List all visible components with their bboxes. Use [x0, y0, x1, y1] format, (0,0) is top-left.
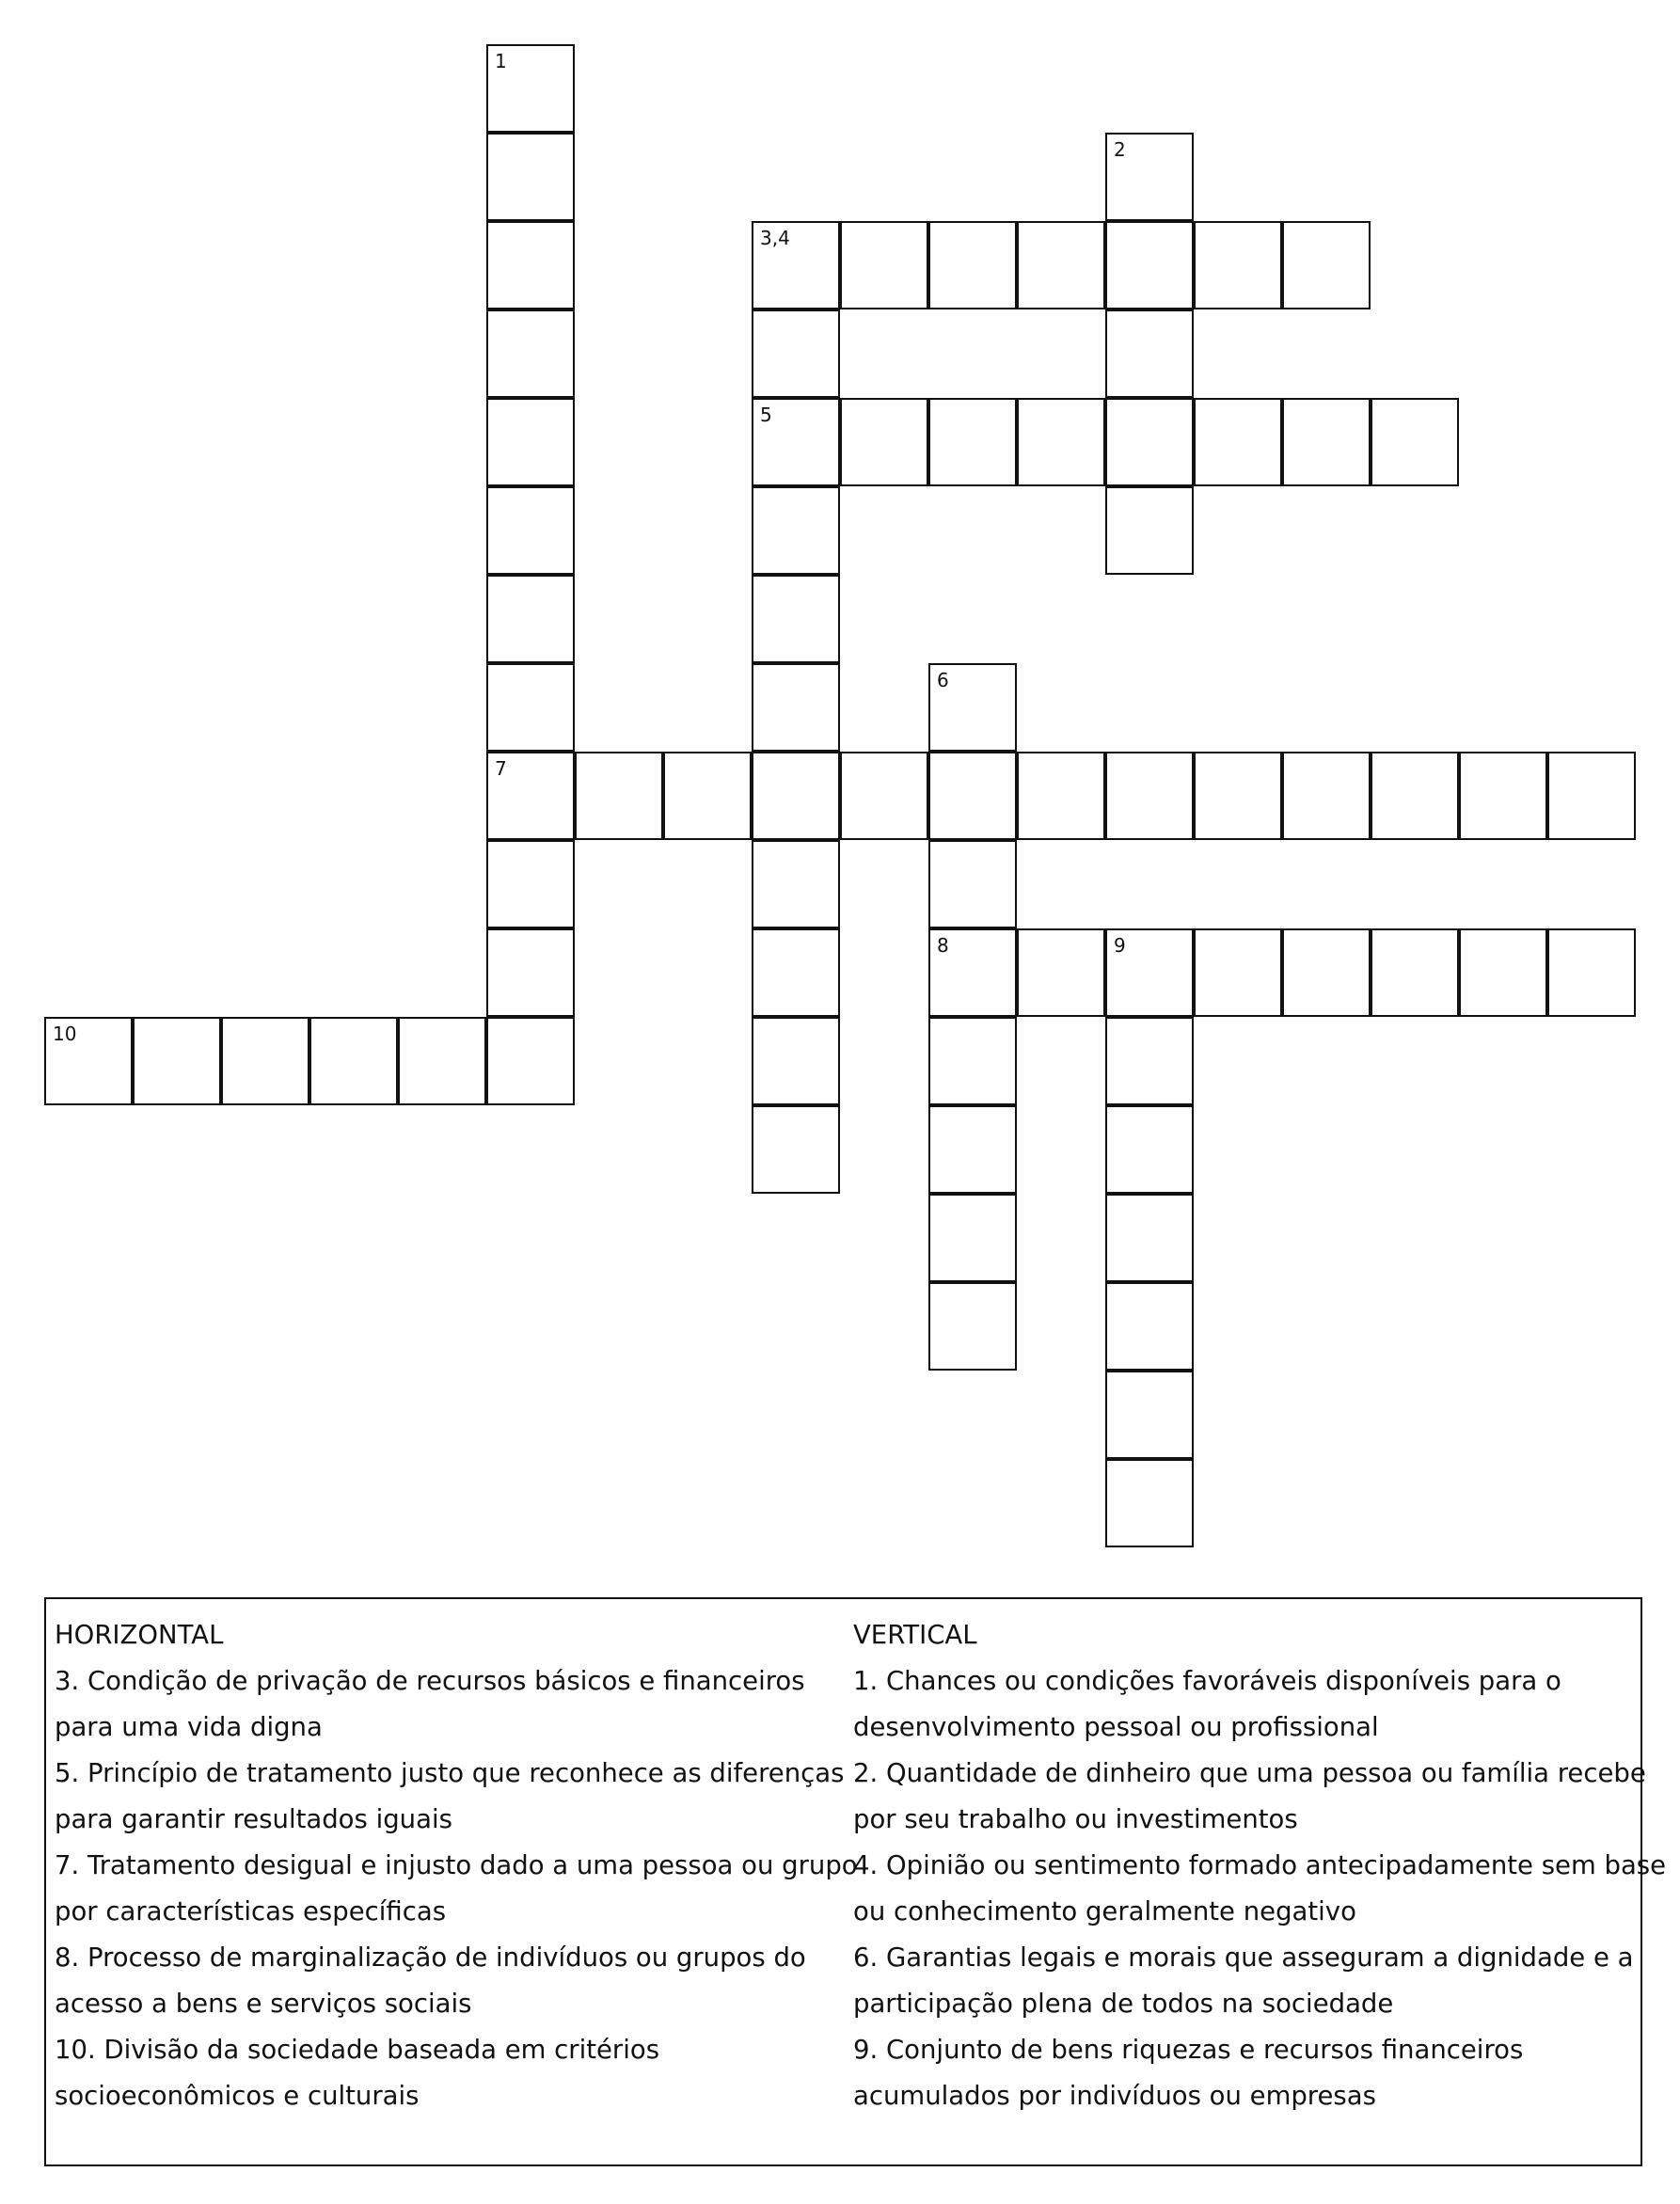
crossword-cell[interactable]: [928, 1194, 1017, 1282]
crossword-cell[interactable]: [928, 1105, 1017, 1194]
crossword-cell[interactable]: [752, 398, 840, 486]
clue-line: 6. Garantias legais e morais que asseguram a dignidade e a: [853, 1942, 1634, 1973]
crossword-cell[interactable]: [486, 133, 575, 221]
crossword-cell[interactable]: [928, 398, 1017, 486]
clue-line: 4. Opinião ou sentimento formado antecipadamente sem base: [853, 1850, 1667, 1880]
crossword-cell[interactable]: [1105, 1194, 1194, 1282]
crossword-cell[interactable]: [1017, 752, 1105, 840]
clue-line: 2. Quantidade de dinheiro que uma pessoa ou família recebe: [853, 1758, 1646, 1788]
crossword-cell[interactable]: [928, 752, 1017, 840]
crossword-cell[interactable]: [1282, 752, 1371, 840]
crossword-cell[interactable]: [1194, 752, 1282, 840]
crossword-cell[interactable]: [1105, 133, 1194, 221]
crossword-cell[interactable]: [752, 1105, 840, 1194]
crossword-cell[interactable]: [1105, 1459, 1194, 1547]
crossword-cell[interactable]: [1459, 928, 1547, 1017]
vertical-heading: VERTICAL: [853, 1620, 977, 1650]
crossword-cell[interactable]: [1105, 309, 1194, 398]
crossword-cell[interactable]: [1105, 1282, 1194, 1371]
crossword-cell[interactable]: [1282, 928, 1371, 1017]
clues-box: [44, 1597, 1667, 2166]
crossword-cell[interactable]: [1105, 1371, 1194, 1459]
crossword-cell[interactable]: [1194, 221, 1282, 309]
crossword-cell[interactable]: [1371, 752, 1459, 840]
crossword-cell[interactable]: [575, 752, 663, 840]
crossword-cell[interactable]: [44, 1017, 133, 1105]
crossword-cell[interactable]: [928, 221, 1017, 309]
crossword-cell[interactable]: [1282, 398, 1371, 486]
clue-line: acesso a bens e serviços sociais: [55, 1989, 472, 2019]
crossword-cell[interactable]: [486, 309, 575, 398]
crossword-cell[interactable]: [1017, 221, 1105, 309]
crossword-cell[interactable]: [1194, 928, 1282, 1017]
crossword-cell[interactable]: [1547, 752, 1636, 840]
crossword-cell[interactable]: [486, 44, 575, 133]
horizontal-clues: [55, 1612, 858, 2119]
crossword-cell[interactable]: [221, 1017, 309, 1105]
crossword-cell[interactable]: [928, 663, 1017, 752]
crossword-cell[interactable]: [840, 221, 928, 309]
clue-number: 8: [937, 934, 949, 957]
clue-line: 3. Condição de privação de recursos básicos e financeiros: [55, 1666, 805, 1696]
clue-line: por características específicas: [55, 1896, 447, 1927]
crossword-cell[interactable]: [752, 486, 840, 575]
clue-line: desenvolvimento pessoal ou profissional: [853, 1712, 1379, 1742]
crossword-cell[interactable]: [1105, 1105, 1194, 1194]
crossword-cell[interactable]: [1105, 1017, 1194, 1105]
crossword-cell[interactable]: [1282, 221, 1371, 309]
crossword-cell[interactable]: [486, 840, 575, 928]
crossword-cell[interactable]: [752, 1017, 840, 1105]
crossword-cell[interactable]: [486, 928, 575, 1017]
clue-line: por seu trabalho ou investimentos: [853, 1804, 1298, 1834]
clue-line: participação plena de todos na sociedade: [853, 1989, 1394, 2019]
crossword-cell[interactable]: [486, 486, 575, 575]
crossword-cell[interactable]: [840, 398, 928, 486]
crossword-cell[interactable]: [486, 752, 575, 840]
crossword-cell[interactable]: [486, 663, 575, 752]
crossword-cell[interactable]: [486, 575, 575, 663]
crossword-cell[interactable]: [309, 1017, 398, 1105]
clue-line: 8. Processo de marginalização de indivíduos ou grupos do: [55, 1942, 806, 1973]
crossword-cell[interactable]: [1105, 221, 1194, 309]
crossword-cell[interactable]: [1371, 928, 1459, 1017]
crossword-cell[interactable]: [928, 1017, 1017, 1105]
crossword-cell[interactable]: [752, 221, 840, 309]
clue-line: 10. Divisão da sociedade baseada em critérios: [55, 2035, 660, 2065]
crossword-cell[interactable]: [663, 752, 752, 840]
crossword-cell[interactable]: [928, 928, 1017, 1017]
crossword-cell[interactable]: [1017, 928, 1105, 1017]
crossword-cell[interactable]: [752, 309, 840, 398]
crossword-cell[interactable]: [840, 752, 928, 840]
crossword-cell[interactable]: [752, 928, 840, 1017]
crossword-cell[interactable]: [1105, 486, 1194, 575]
crossword-cell[interactable]: [1017, 398, 1105, 486]
clue-number: 3,4: [760, 227, 790, 249]
clue-number: 7: [495, 757, 507, 780]
clue-line: para garantir resultados iguais: [55, 1804, 452, 1834]
crossword-cell[interactable]: [1194, 398, 1282, 486]
clue-line: acumulados por indivíduos ou empresas: [853, 2081, 1376, 2111]
crossword-cell[interactable]: [1105, 928, 1194, 1017]
crossword-cell[interactable]: [486, 398, 575, 486]
crossword-cell[interactable]: [752, 575, 840, 663]
clue-line: ou conhecimento geralmente negativo: [853, 1896, 1356, 1927]
crossword-cell[interactable]: [486, 1017, 575, 1105]
clue-line: 5. Princípio de tratamento justo que reconhece as diferenças: [55, 1758, 845, 1788]
crossword-cell[interactable]: [1459, 752, 1547, 840]
crossword-cell[interactable]: [398, 1017, 486, 1105]
crossword-cell[interactable]: [752, 840, 840, 928]
crossword-cell[interactable]: [1105, 398, 1194, 486]
clue-line: para uma vida digna: [55, 1712, 323, 1742]
clue-line: 1. Chances ou condições favoráveis disponíveis para o: [853, 1666, 1561, 1696]
crossword-cell[interactable]: [928, 1282, 1017, 1371]
clue-line: 7. Tratamento desigual e injusto dado a uma pessoa ou grupo: [55, 1850, 858, 1880]
clue-line: socioeconômicos e culturais: [55, 2081, 420, 2111]
crossword-cell[interactable]: [486, 221, 575, 309]
clue-number: 9: [1114, 934, 1126, 957]
clue-number: 10: [53, 1023, 77, 1045]
crossword-cell[interactable]: [752, 752, 840, 840]
clue-number: 2: [1114, 138, 1126, 161]
clue-number: 6: [937, 669, 949, 691]
crossword-cell[interactable]: [928, 840, 1017, 928]
crossword-cell[interactable]: [133, 1017, 221, 1105]
clue-number: 5: [760, 404, 772, 426]
crossword-cell[interactable]: [1547, 928, 1636, 1017]
crossword-cell[interactable]: [752, 663, 840, 752]
crossword-cell[interactable]: [1105, 752, 1194, 840]
clue-line: 9. Conjunto de bens riquezas e recursos financeiros: [853, 2035, 1524, 2065]
crossword-cell[interactable]: [1371, 398, 1459, 486]
horizontal-heading: HORIZONTAL: [55, 1620, 224, 1650]
clue-number: 1: [495, 50, 507, 72]
vertical-clues: [853, 1612, 1667, 2119]
